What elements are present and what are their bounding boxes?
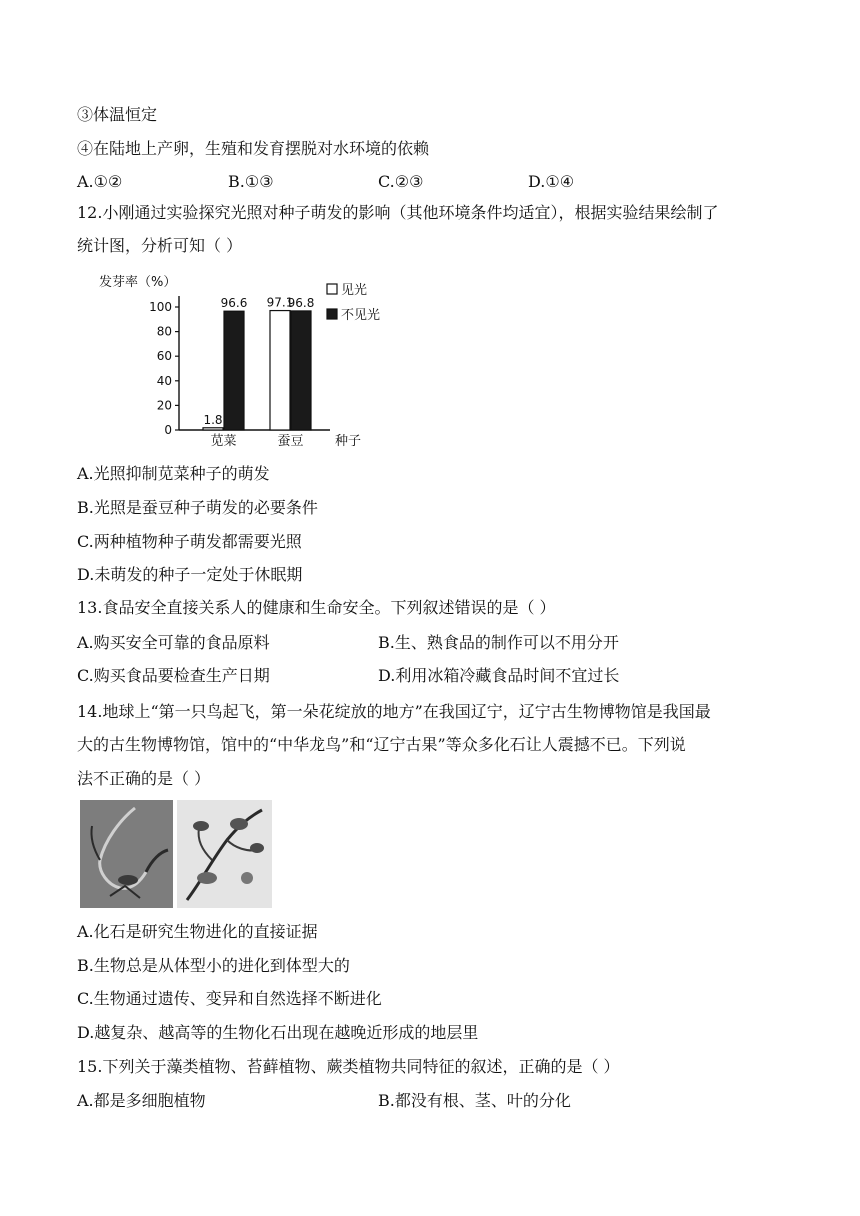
q14-option-c: C.生物通过遗传、变异和自然选择不断进化 (77, 989, 382, 1008)
bar-data-label: 1.8 (203, 412, 223, 427)
bar-light-1 (270, 311, 290, 430)
q15-stem: 15.下列关于藻类植物、苔藓植物、蕨类植物共同特征的叙述，正确的是（ ） (77, 1057, 620, 1076)
q13-option-a: A.购买安全可靠的食品原料 (77, 633, 270, 652)
bar-data-label: 96.8 (287, 295, 315, 310)
fossil-photo-sinosauropteryx (80, 800, 173, 908)
x-category-label: 苋菜 (210, 434, 237, 449)
chart-xlabel: 种子 (335, 434, 362, 449)
legend-swatch (327, 309, 337, 319)
q11-option-c: C.②③ (378, 172, 424, 191)
chart-ylabel: 发芽率（%） (99, 275, 177, 290)
q14-option-d: D.越复杂、越高等的生物化石出现在越晚近形成的地层里 (77, 1023, 479, 1042)
bar-data-label: 97.1 (266, 295, 294, 310)
y-tick-label: 100 (149, 300, 172, 314)
q13-option-c: C.购买食品要检查生产日期 (77, 666, 270, 685)
bar-dark-0 (224, 311, 244, 430)
q12-stem-line2: 统计图，分析可知（ ） (77, 236, 243, 255)
q13-stem: 13.食品安全直接关系人的健康和生命安全。下列叙述错误的是（ ） (77, 598, 556, 617)
q11-option-d: D.①④ (528, 172, 575, 191)
q14-stem-line3: 法不正确的是（ ） (77, 769, 211, 788)
legend-swatch (327, 284, 337, 294)
legend-label: 见光 (341, 283, 368, 298)
q13-option-d: D.利用冰箱冷藏食品时间不宜过长 (378, 666, 620, 685)
q11-item-3: ③体温恒定 (77, 105, 158, 124)
y-tick-label: 40 (156, 373, 172, 388)
bar-light-0 (203, 428, 223, 430)
bar-dark-1 (291, 311, 311, 430)
q14-stem-line2: 大的古生物博物馆，馆中的“中华龙鸟”和“辽宁古果”等众多化石让人震撼不已。下列说 (77, 735, 686, 754)
legend-label: 不见光 (341, 308, 381, 323)
q11-item-4: ④在陆地上产卵，生殖和发育摆脱对水环境的依赖 (77, 139, 430, 158)
q12-option-d: D.未萌发的种子一定处于休眠期 (77, 565, 303, 584)
q14-option-a: A.化石是研究生物进化的直接证据 (77, 922, 318, 941)
fossil-photo-archaefructus (177, 800, 272, 908)
q14-option-b: B.生物总是从体型小的进化到体型大的 (77, 956, 350, 975)
q12-option-b: B.光照是蚕豆种子萌发的必要条件 (77, 498, 318, 517)
q14-stem-line1: 14.地球上“第一只鸟起飞，第一朵花绽放的地方”在我国辽宁，辽宁古生物博物馆是我国最 (77, 702, 711, 721)
germination-chart (95, 270, 405, 455)
q12-stem-line1: 12.小刚通过实验探究光照对种子萌发的影响（其他环境条件均适宜），根据实验结果绘制了 (77, 203, 719, 222)
q15-option-b: B.都没有根、茎、叶的分化 (378, 1091, 571, 1110)
y-tick-label: 20 (156, 398, 172, 413)
q12-option-a: A.光照抑制苋菜种子的萌发 (77, 464, 270, 483)
y-tick-label: 0 (164, 423, 172, 437)
q11-option-a: A.①② (77, 172, 123, 191)
bar-data-label: 96.6 (220, 296, 248, 311)
q15-option-a: A.都是多细胞植物 (77, 1091, 206, 1110)
y-tick-label: 80 (156, 324, 172, 339)
q13-option-b: B.生、熟食品的制作可以不用分开 (378, 633, 619, 652)
y-tick-label: 60 (156, 349, 172, 364)
q11-option-b: B.①③ (228, 172, 274, 191)
x-category-label: 蚕豆 (277, 434, 304, 449)
q12-option-c: C.两种植物种子萌发都需要光照 (77, 532, 302, 551)
